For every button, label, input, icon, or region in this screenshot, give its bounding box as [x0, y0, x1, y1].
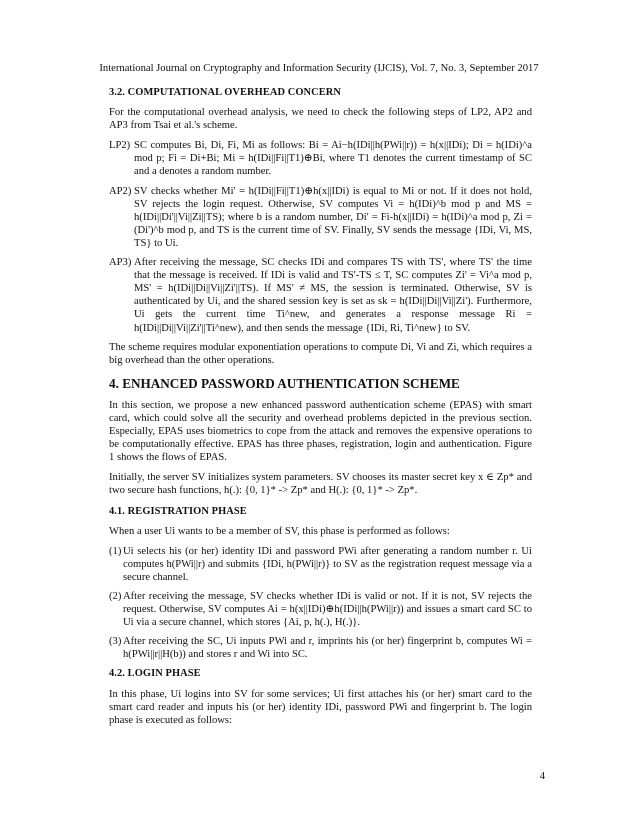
item-tag: (1) [109, 545, 122, 557]
list-item-registration-1 [109, 545, 532, 584]
section-4-1-heading: 4.1. REGISTRATION PHASE [109, 505, 247, 517]
list-item-registration-3 [109, 635, 532, 661]
running-header: International Journal on Cryptography and Information Security (IJCIS), Vol. 7, No. 3, September 2017 [99, 63, 539, 74]
page-number: 4 [539, 771, 545, 782]
section-4-2-intro: In this phase, Ui logins into SV for some services; Ui first attaches his (or her) smart card to the smart card reader and inputs his (or her) identity IDi, password PWi and fingerprint b. The login phase is executed as follows: [109, 688, 532, 726]
section-4-heading: 4. ENHANCED PASSWORD AUTHENTICATION SCHEME [109, 375, 460, 391]
section-4-paragraph-1: In this section, we propose a new enhanced password authentication scheme (EPAS) with smart card, which could solve all the security and overhead problems depicted in the previous section. Especially, EPAS uses biometrics to cope from the attack and removes the expensive operations to be computationally effective. EPAS has three phases, registration, login and authentication. Figure 1 shows the flows of EPAS. [109, 399, 532, 464]
section-3-2-intro: For the computational overhead analysis, we need to check the following steps of LP2, AP2 and AP3 from Tsai et al.'s scheme. [109, 107, 532, 132]
page-body [109, 86, 532, 734]
list-item-ap2 [109, 185, 532, 250]
item-text: After receiving the message, SC checks IDi and compares TS with TS', where TS' the time that the message is received. If IDi is valid and TS'-TS ≤ T, SC computes Zi' = Vi^a mod p, MS' = h(IDi||Di||Vi||Zi'||TS). If MS' ≠ MS, the session is terminated. Otherwise, SV is authenticated by Ui, and the shared session key is set as sk = h(IDi||Di||Vi||Zi'). Furthermore, Ui gets the current time Ti^new, and generates a response message Ri = h(IDi||Di||Vi||Zi'||Ti^new), and then sends the message {IDi, Ri, Ti^new} to SV. [134, 257, 532, 334]
item-text: After receiving the message, SV checks whether IDi is valid or not. If it is not, SV rejects the request. Otherwise, SV computes Ai = h(x||IDi)⊕h(IDi||h(PWi||r)) and issues a smart card SC to Ui via a secure channel, which stores {Ai, p, h(.), H(.)}. [123, 591, 532, 629]
item-text: After receiving the SC, Ui inputs PWi and r, imprints his (or her) fingerprint b, computes Wi = h(PWi||r||H(b)) and stores r and Wi into SC. [123, 636, 532, 661]
section-4-paragraph-2: Initially, the server SV initializes system parameters. SV chooses its master secret key x ∈ Zp* and two secure hash functions, h(.): {0, 1}* -> Zp* and H(.): {0, 1}* -> Zp*. [109, 472, 532, 497]
item-tag: LP2) [109, 140, 131, 152]
list-item-ap3 [109, 256, 532, 335]
item-text: Ui selects his (or her) identity IDi and password PWi after generating a random number r. Ui computes h(PWi||r) and submits {IDi, h(PWi||r)} to SV as the registration request message via a secure channel. [123, 545, 532, 583]
section-3-2-outro: The scheme requires modular exponentiation operations to compute Di, Vi and Zi, which requires a big overhead than the other operations. [109, 341, 532, 366]
item-text: SC computes Bi, Di, Fi, Mi as follows: Bi = Ai−h(IDi||h(PWi||r)) = h(x||IDi); Di = h(IDi)^a mod p; Fi = Di+Bi; Mi = h(IDi||Fi||T1)⊕Bi, where T1 denotes the current timestamp of SC and a denotes a random number. [134, 140, 532, 178]
item-tag: AP2) [109, 185, 132, 197]
item-text: SV checks whether Mi' = h(IDi||Fi||T1)⊕h(x||IDi) is equal to Mi or not. If it does not hold, SV rejects the login request. Otherwise, SV computes Vi = h(IDi)^b mod p and MS = h(IDi||Di'||Vi||Zi||TS); where b is a random number, Di' = Fi-h(x||IDi) = h(IDi)^a mod p, Zi = (Di')^b mod p, and TS is the current time of SV. Finally, SV sends the message {IDi, Vi, MS, TS} to Ui. [134, 185, 532, 249]
item-tag: (2) [109, 591, 122, 602]
item-tag: AP3) [109, 257, 132, 269]
list-item-registration-2 [109, 590, 532, 629]
section-4-1-intro: When a user Ui wants to be a member of SV, this phase is performed as follows: [109, 525, 450, 537]
list-item-lp2 [109, 139, 532, 178]
section-4-2-heading: 4.2. LOGIN PHASE [109, 668, 201, 680]
section-3-2-heading: 3.2. COMPUTATIONAL OVERHEAD CONCERN [109, 87, 342, 98]
item-tag: (3) [109, 636, 122, 648]
